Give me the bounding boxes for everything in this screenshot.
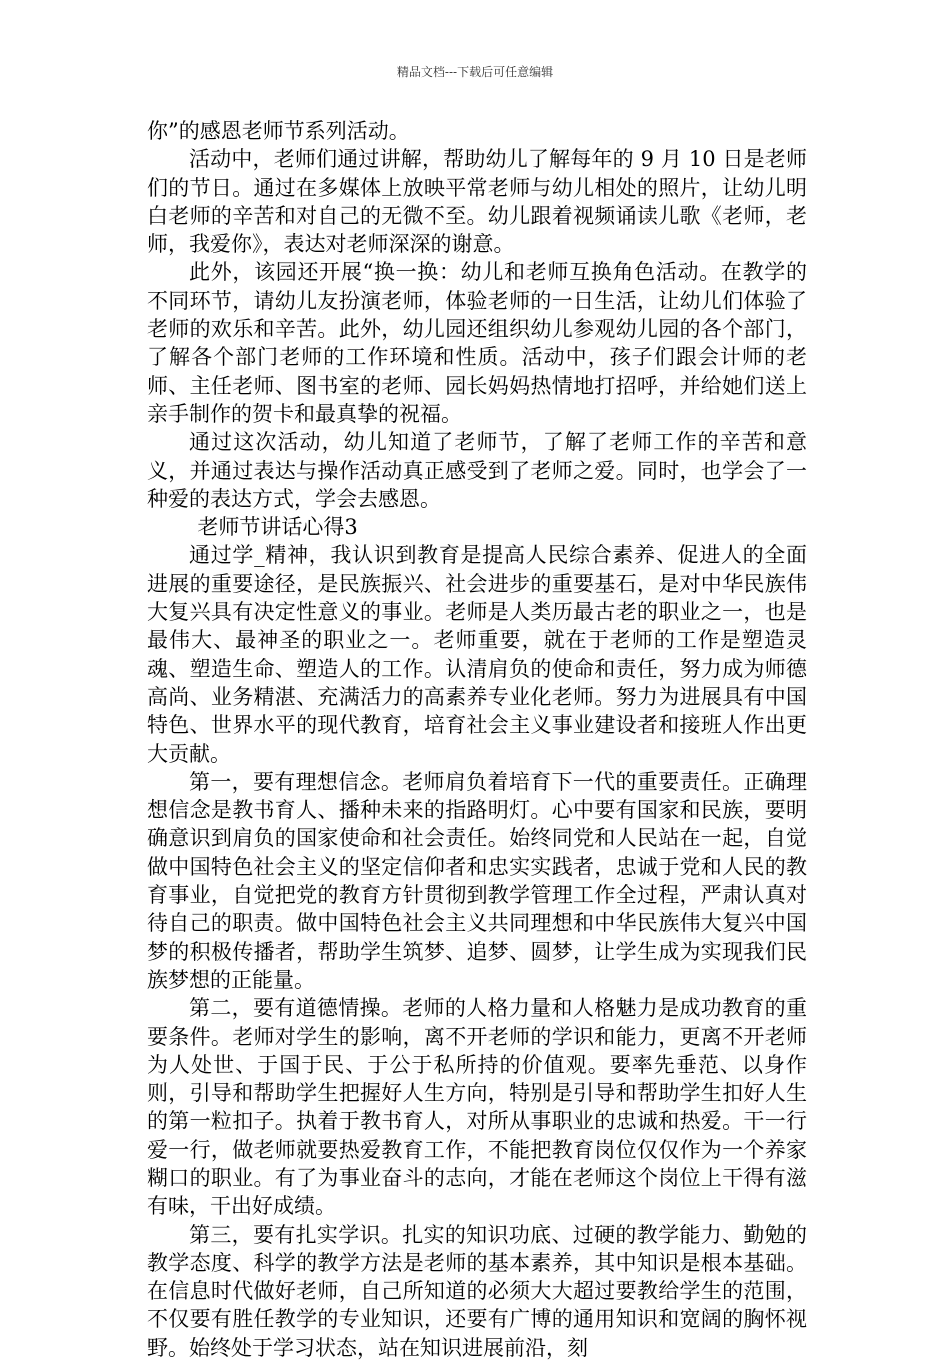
paragraph-intro: 通过学_精神，我认识到教育是提高人民综合素养、促进人的全面进展的重要途径，是民族振兴、社会进步的重要基石，是对中华民族伟大复兴具有决定性意义的事业。老师是人类历最古老的职业之一，也是最伟大、最神圣的职业之一。老师重要，就在于老师的工作是塑造灵魂、塑造生命、塑造人的工作。认清肩负的使命和责任，努力成为师德高尚、业务精湛、充满活力的高素养专业化老师。努力为进展具有中国特色、世界水平的现代教育，培育社会主义事业建设者和接班人作出更大贡献。: [147, 543, 807, 766]
document-body: [147, 117, 807, 1362]
paragraph-continuation: 你”的感恩老师节系列活动。: [147, 119, 410, 143]
paragraph-third-point: 第三，要有扎实学识。扎实的知识功底、过硬的教学能力、勤勉的教学态度、科学的教学方法是老师的基本素养，其中知识是根本基础。在信息时代做好老师，自己所知道的必须大大超过要教给学生的范围，不仅要有胜任教学的专业知识，还要有广博的通用知识和宽阔的胸怀视野。始终处于学习状态，站在知识进展前沿，刻: [147, 1222, 807, 1360]
section-heading: 老师节讲话心得3: [197, 515, 358, 540]
paragraph-activity: 活动中，老师们通过讲解，帮助幼儿了解每年的 9 月 10 日是老师们的节日。通过在多媒体上放映平常老师与幼儿相处的照片，让幼儿明白老师的辛苦和对自己的无微不至。幼儿跟着视频诵读儿歌《老师，老师，我爱你》，表达对老师深深的谢意。: [147, 147, 807, 257]
paragraph-summary: 通过这次活动，幼儿知道了老师节，了解了老师工作的辛苦和意义，并通过表达与操作活动真正感受到了老师之爱。同时，也学会了一种爱的表达方式，学会去感恩。: [147, 430, 807, 511]
paragraph-role-swap: 此外，该园还开展“换一换：幼儿和老师互换角色活动。在教学的不同环节，请幼儿友扮演老师，体验老师的一日生活，让幼儿们体验了老师的欢乐和辛苦。此外，幼儿园还组织幼儿参观幼儿园的各个部门，了解各个部门老师的工作环境和性质。活动中，孩子们跟会计师的老师、主任老师、图书室的老师、园长妈妈热情地打招呼，并给她们送上亲手制作的贺卡和最真挚的祝福。: [147, 260, 807, 426]
page-header: 精品文档---下载后可任意编辑: [396, 65, 554, 79]
paragraph-second-point: 第二，要有道德情操。老师的人格力量和人格魅力是成功教育的重要条件。老师对学生的影响，离不开老师的学识和能力，更离不开老师为人处世、于国于民、于公于私所持的价值观。要率先垂范、以身作则，引导和帮助学生把握好人生方向，特别是引导和帮助学生扣好人生的第一粒扣子。执着于教书育人，对所从事职业的忠诚和热爱。干一行爱一行，做老师就要热爱教育工作，不能把教育岗位仅仅作为一个养家糊口的职业。有了为事业奋斗的志向，才能在老师这个岗位上干得有滋有味，干出好成绩。: [147, 996, 807, 1219]
paragraph-first-point: 第一，要有理想信念。老师肩负着培育下一代的重要责任。正确理想信念是教书育人、播种未来的指路明灯。心中要有国家和民族，要明确意识到肩负的国家使命和社会责任。始终同党和人民站在一起，自觉做中国特色社会主义的坚定信仰者和忠实实践者，忠诚于党和人民的教育事业，自觉把党的教育方针贯彻到教学管理工作全过程，严肃认真对待自己的职责。做中国特色社会主义共同理想和中华民族伟大复兴中国梦的积极传播者，帮助学生筑梦、追梦、圆梦，让学生成为实现我们民族梦想的正能量。: [147, 769, 807, 992]
